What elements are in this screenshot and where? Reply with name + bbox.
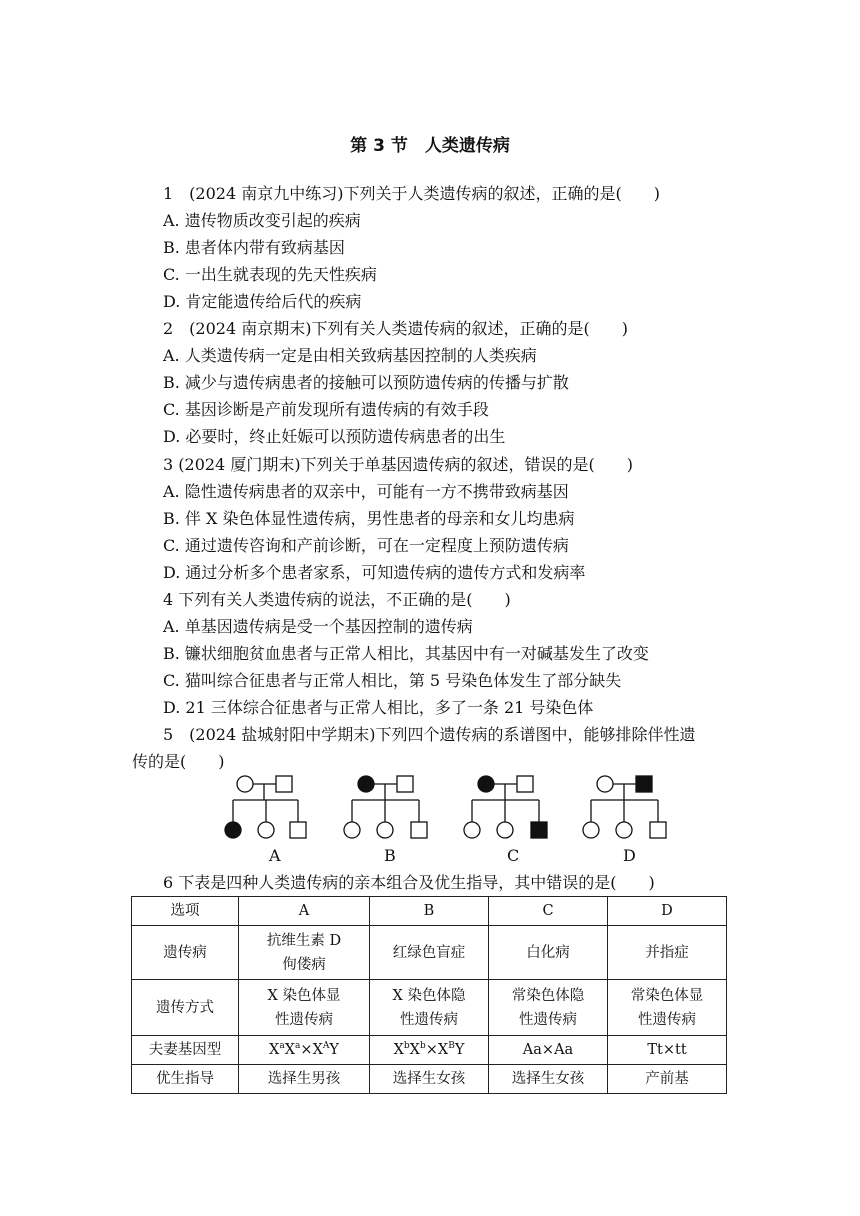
disease-table xyxy=(131,896,727,1094)
q1-option-d: D. 肯定能遗传给后代的疾病 xyxy=(163,292,362,311)
table-cell: 选择生男孩 xyxy=(239,1065,370,1094)
q4-option-b: B. 镰状细胞贫血患者与正常人相比，其基因中有一对碱基发生了改变 xyxy=(163,644,649,663)
table-cell: 产前基 xyxy=(608,1065,727,1094)
table-cell: Tt×tt xyxy=(608,1036,727,1065)
table-cell: 常染色体隐 性遗传病 xyxy=(489,980,608,1036)
table-cell: 遗传病 xyxy=(132,926,239,980)
table-cell: 夫妻基因型 xyxy=(132,1036,239,1065)
pedigree-label-a: A xyxy=(269,846,281,865)
pedigree-label-c: C xyxy=(507,846,520,865)
table-cell: 常染色体显 性遗传病 xyxy=(608,980,727,1036)
q2-option-d: D. 必要时，终止妊娠可以预防遗传病患者的出生 xyxy=(163,427,506,446)
page-title: 第 3 节 人类遗传病 xyxy=(350,136,510,156)
table-row xyxy=(132,1036,727,1065)
pedigree-diagrams xyxy=(200,770,680,846)
table-row xyxy=(132,897,727,926)
pedigree-label-b: B xyxy=(384,846,396,865)
table-cell: Aa×Aa xyxy=(489,1036,608,1065)
q1-option-c: C. 一出生就表现的先天性疾病 xyxy=(163,265,377,284)
table-cell: D xyxy=(608,897,727,926)
q3-stem: 3 (2024 厦门期末)下列关于单基因遗传病的叙述，错误的是( ) xyxy=(163,455,634,474)
table-cell: 选择生女孩 xyxy=(370,1065,489,1094)
table-cell: C xyxy=(489,897,608,926)
table-cell: B xyxy=(370,897,489,926)
q1-option-b: B. 患者体内带有致病基因 xyxy=(163,238,345,257)
q4-option-c: C. 猫叫综合征患者与正常人相比，第 5 号染色体发生了部分缺失 xyxy=(163,671,622,690)
table-cell: 抗维生素 D 佝偻病 xyxy=(239,926,370,980)
q4-option-d: D. 21 三体综合征患者与正常人相比，多了一条 21 号染色体 xyxy=(163,698,594,717)
table-cell: X 染色体显 性遗传病 xyxy=(239,980,370,1036)
table-cell: X 染色体隐 性遗传病 xyxy=(370,980,489,1036)
table-cell: 优生指导 xyxy=(132,1065,239,1094)
q6-stem: 6 下表是四种人类遗传病的亲本组合及优生指导，其中错误的是( ) xyxy=(163,873,655,892)
table-cell: 白化病 xyxy=(489,926,608,980)
q3-option-d: D. 通过分析多个患者家系，可知遗传病的遗传方式和发病率 xyxy=(163,563,586,582)
pedigree-c xyxy=(464,776,547,838)
q3-option-b: B. 伴 X 染色体显性遗传病，男性患者的母亲和女儿均患病 xyxy=(163,509,575,528)
q2-option-c: C. 基因诊断是产前发现所有遗传病的有效手段 xyxy=(163,400,489,419)
table-cell: A xyxy=(239,897,370,926)
q2-option-a: A. 人类遗传病一定是由相关致病基因控制的人类疾病 xyxy=(163,346,537,365)
table-cell: 选项 xyxy=(132,897,239,926)
pedigree-label-d: D xyxy=(623,846,636,865)
pedigree-a xyxy=(225,776,306,838)
q4-option-a: A. 单基因遗传病是受一个基因控制的遗传病 xyxy=(163,617,473,636)
table-cell: 红绿色盲症 xyxy=(370,926,489,980)
q1-stem: 1 (2024 南京九中练习)下列关于人类遗传病的叙述，正确的是( ) xyxy=(163,184,660,203)
table-cell: 选择生女孩 xyxy=(489,1065,608,1094)
pedigree-b xyxy=(344,776,427,838)
q2-stem: 2 (2024 南京期末)下列有关人类遗传病的叙述，正确的是( ) xyxy=(163,319,628,338)
q5-stem-line1: 5 (2024 盐城射阳中学期末)下列四个遗传病的系谱图中，能够排除伴性遗 xyxy=(163,725,696,744)
q5-stem-line2: 传的是( ) xyxy=(132,752,225,771)
q1-option-a: A. 遗传物质改变引起的疾病 xyxy=(163,211,361,230)
q2-option-b: B. 减少与遗传病患者的接触可以预防遗传病的传播与扩散 xyxy=(163,373,569,392)
table-row xyxy=(132,980,727,1036)
q3-option-a: A. 隐性遗传病患者的双亲中，可能有一方不携带致病基因 xyxy=(163,482,569,501)
q4-stem: 4 下列有关人类遗传病的说法，不正确的是( ) xyxy=(163,590,511,609)
genotype-b: $X^bX^b\times X^BY$ xyxy=(370,1036,489,1065)
table-cell: 遗传方式 xyxy=(132,980,239,1036)
table-row xyxy=(132,1065,727,1094)
genotype-a: $X^aX^a\times X^AY$ xyxy=(239,1036,370,1065)
pedigree-d xyxy=(583,776,666,838)
table-row xyxy=(132,926,727,980)
q3-option-c: C. 通过遗传咨询和产前诊断，可在一定程度上预防遗传病 xyxy=(163,536,569,555)
table-cell: 并指症 xyxy=(608,926,727,980)
